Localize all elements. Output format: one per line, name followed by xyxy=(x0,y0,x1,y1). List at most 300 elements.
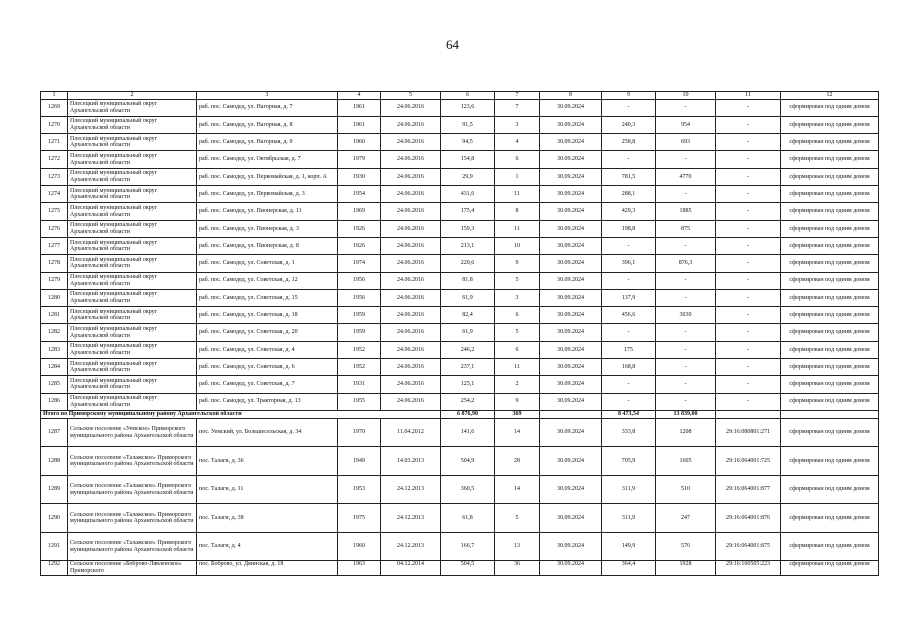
table-cell: 61,8 xyxy=(441,504,495,533)
table-cell: раб. пос. Самодед, ул. Тракторная, д. 13 xyxy=(197,393,338,410)
table-cell: раб. пос. Самодед, ул. Октябрьская, д. 7 xyxy=(197,151,338,168)
table-cell: 24.12.2013 xyxy=(381,532,441,561)
table-cell: 1970 xyxy=(338,418,381,447)
column-number-cell: 8 xyxy=(540,92,602,100)
table-cell: 6 xyxy=(495,151,540,168)
table-cell: 30.09.2024 xyxy=(540,376,602,393)
table-row xyxy=(41,186,879,203)
table-cell: сформирован под одним домом xyxy=(781,151,879,168)
table-cell: Плесецкий муниципальный округ Архангельской области xyxy=(68,186,197,203)
table-cell: 254,2 xyxy=(441,393,495,410)
table-cell: сформирован под одним домом xyxy=(781,561,879,575)
table-cell: - xyxy=(716,324,781,341)
table-cell: пос. Боброво, ул. Двинская, д. 18 xyxy=(197,561,338,575)
table-cell: 1963 xyxy=(338,561,381,575)
table-cell: 24.06.2016 xyxy=(381,289,441,306)
table-cell: - xyxy=(716,272,781,289)
table-cell: 1272 xyxy=(41,151,68,168)
table-cell: Плесецкий муниципальный округ Архангельской области xyxy=(68,393,197,410)
table-cell: 1277 xyxy=(41,237,68,254)
column-number-cell: 11 xyxy=(716,92,781,100)
table-cell: раб. пос. Самодед, ул. Советская, д. 15 xyxy=(197,289,338,306)
table-cell: 30.09.2024 xyxy=(540,532,602,561)
table-cell: раб. пос. Самодед, ул. Советская, д. 7 xyxy=(197,376,338,393)
table-cell: - xyxy=(602,99,656,116)
table-cell: 3030 xyxy=(656,307,716,324)
table-cell: 30.09.2024 xyxy=(540,99,602,116)
table-cell: 1269 xyxy=(41,99,68,116)
table-cell: раб. пос. Самодед, ул. Пионерская, д. 11 xyxy=(197,203,338,220)
table-cell: 1271 xyxy=(41,134,68,151)
table-cell: 4770 xyxy=(656,168,716,185)
table-cell: 198,8 xyxy=(602,220,656,237)
table-cell: 1287 xyxy=(41,418,68,447)
table-cell: Плесецкий муниципальный округ Архангельской области xyxy=(68,99,197,116)
table-cell: 24.06.2016 xyxy=(381,237,441,254)
table-cell: 30.09.2024 xyxy=(540,255,602,272)
table-cell: 30.09.2024 xyxy=(540,203,602,220)
housing-register-table xyxy=(40,91,879,576)
table-cell: 1975 xyxy=(338,504,381,533)
table-cell: 9 xyxy=(495,393,540,410)
table-row xyxy=(41,447,879,476)
table-cell: 24.06.2016 xyxy=(381,393,441,410)
table-cell: 29:16:100505:223 xyxy=(716,561,781,575)
table-cell: 8 xyxy=(495,203,540,220)
table-cell: 159,3 xyxy=(441,220,495,237)
table-cell: 1270 xyxy=(41,116,68,133)
table-cell: 5 xyxy=(495,272,540,289)
table-cell: 1926 xyxy=(338,237,381,254)
table-cell: 9 xyxy=(495,255,540,272)
table-cell: раб. пос. Самодед, ул. Пионерская, д. 8 xyxy=(197,237,338,254)
table-cell: сформирован под одним домом xyxy=(781,220,879,237)
table-cell: - xyxy=(716,134,781,151)
table-row xyxy=(41,418,879,447)
table-cell: 1278 xyxy=(41,255,68,272)
table-cell: - xyxy=(656,237,716,254)
table-cell: 360,5 xyxy=(441,475,495,504)
table-cell: 576 xyxy=(656,532,716,561)
table-cell: - xyxy=(656,341,716,358)
table-cell: - xyxy=(656,376,716,393)
table-cell: 1930 xyxy=(338,168,381,185)
table-cell: Плесецкий муниципальный округ Архангельской области xyxy=(68,341,197,358)
table-cell: 504,9 xyxy=(441,447,495,476)
table-cell: 311,9 xyxy=(602,475,656,504)
table-cell: 1928 xyxy=(656,561,716,575)
table-cell: Плесецкий муниципальный округ Архангельской области xyxy=(68,376,197,393)
table-row xyxy=(41,359,879,376)
table-cell: 30.09.2024 xyxy=(540,134,602,151)
table-cell: 125,1 xyxy=(441,376,495,393)
table-cell: сформирован под одним домом xyxy=(781,418,879,447)
table-cell: 510 xyxy=(656,475,716,504)
column-number-cell: 7 xyxy=(495,92,540,100)
table-cell: 24.06.2016 xyxy=(381,341,441,358)
table-cell: 3 xyxy=(495,116,540,133)
table-cell: 1926 xyxy=(338,220,381,237)
table-cell: Плесецкий муниципальный округ Архангельской области xyxy=(68,116,197,133)
table-cell: 30.09.2024 xyxy=(540,220,602,237)
table-cell: 705,9 xyxy=(602,447,656,476)
table-row xyxy=(41,255,879,272)
table-cell: 7 xyxy=(495,99,540,116)
table-cell: 11 xyxy=(495,359,540,376)
table-cell: 1291 xyxy=(41,532,68,561)
table-cell: 875 xyxy=(656,220,716,237)
table-cell: 141,6 xyxy=(441,418,495,447)
table-row xyxy=(41,272,879,289)
table-cell: 1959 xyxy=(338,307,381,324)
table-cell: Сельское поселение «Талажское» Приморского муниципального района Архангельской области xyxy=(68,504,197,533)
table-cell: 137,9 xyxy=(602,289,656,306)
table-cell: 1289 xyxy=(41,475,68,504)
table-cell: 876,3 xyxy=(656,255,716,272)
table-cell: 333,8 xyxy=(602,418,656,447)
table-cell: 24.06.2016 xyxy=(381,220,441,237)
table-cell: 30.09.2024 xyxy=(540,324,602,341)
table-cell: - xyxy=(716,289,781,306)
table-cell: раб. пос. Самодед, ул. Первомайская, д. 1, корп. А xyxy=(197,168,338,185)
table-cell: 2 xyxy=(495,376,540,393)
table-cell: 1284 xyxy=(41,359,68,376)
table-cell: Плесецкий муниципальный округ Архангельской области xyxy=(68,289,197,306)
table-cell: - xyxy=(602,376,656,393)
table-cell: сформирован под одним домом xyxy=(781,447,879,476)
table-cell: - xyxy=(716,255,781,272)
table-cell: 240,3 xyxy=(602,116,656,133)
table-row xyxy=(41,151,879,168)
table-cell: 246,2 xyxy=(441,341,495,358)
table-row xyxy=(41,220,879,237)
table-cell: 6 xyxy=(495,307,540,324)
table-row xyxy=(41,203,879,220)
table-cell: - xyxy=(716,393,781,410)
table-cell: 1279 xyxy=(41,272,68,289)
table-cell: сформирован под одним домом xyxy=(781,186,879,203)
table-row xyxy=(41,237,879,254)
table-cell: 29:16:064001:877 xyxy=(716,475,781,504)
table-cell: - xyxy=(716,186,781,203)
table-cell: Сельское поселение «Талажское» Приморского муниципального района Архангельской области xyxy=(68,447,197,476)
table-cell: 1979 xyxy=(338,151,381,168)
table-cell: раб. пос. Самодед, ул. Нагорная, д. 7 xyxy=(197,99,338,116)
table-cell: 30.09.2024 xyxy=(540,272,602,289)
table-cell: раб. пос. Самодед, ул. Советская, д. 1 xyxy=(197,255,338,272)
table-cell: - xyxy=(716,359,781,376)
table-cell: сформирован под одним домом xyxy=(781,289,879,306)
total-residents: 369 xyxy=(495,410,540,418)
table-cell: 30.09.2024 xyxy=(540,168,602,185)
table-cell: - xyxy=(716,168,781,185)
table-cell: 29:16:064001:876 xyxy=(716,504,781,533)
table-cell: раб. пос. Самодед, ул. Советская, д. 6 xyxy=(197,359,338,376)
table-cell: - xyxy=(716,307,781,324)
table-cell: Плесецкий муниципальный округ Архангельской области xyxy=(68,220,197,237)
table-cell: 91,5 xyxy=(441,116,495,133)
table-cell: 311,9 xyxy=(602,504,656,533)
column-number-cell: 1 xyxy=(41,92,68,100)
table-cell: 504,5 xyxy=(441,561,495,575)
table-cell: 1961 xyxy=(338,116,381,133)
table-cell: 1 xyxy=(495,168,540,185)
total-empty xyxy=(716,410,781,418)
column-number-cell: 6 xyxy=(441,92,495,100)
table-cell: 24.06.2016 xyxy=(381,203,441,220)
table-cell: 1959 xyxy=(338,324,381,341)
table-cell: сформирован под одним домом xyxy=(781,116,879,133)
table-cell: Плесецкий муниципальный округ Архангельской области xyxy=(68,237,197,254)
table-cell: 288,1 xyxy=(602,186,656,203)
table-cell: 1969 xyxy=(338,203,381,220)
table-cell: 1282 xyxy=(41,324,68,341)
table-cell: 258,8 xyxy=(602,134,656,151)
table-row xyxy=(41,99,879,116)
table-cell: 11 xyxy=(495,186,540,203)
table-cell: сформирован под одним домом xyxy=(781,475,879,504)
table-cell: - xyxy=(716,341,781,358)
table-cell: 456,6 xyxy=(602,307,656,324)
column-number-cell: 5 xyxy=(381,92,441,100)
table-row xyxy=(41,376,879,393)
table-cell: Плесецкий муниципальный округ Архангельской области xyxy=(68,151,197,168)
table-cell: - xyxy=(656,393,716,410)
table-cell: Сельское поселение «Талажское» Приморского муниципального района Архангельской области xyxy=(68,532,197,561)
table-cell: 30.09.2024 xyxy=(540,418,602,447)
table-cell: 1885 xyxy=(656,203,716,220)
table-cell: пос. Уемский, ул. Большесельская, д. 34 xyxy=(197,418,338,447)
table-cell: 30.09.2024 xyxy=(540,186,602,203)
table-cell: сформирован под одним домом xyxy=(781,504,879,533)
table-cell: 1276 xyxy=(41,220,68,237)
table-cell: - xyxy=(602,151,656,168)
table-cell: сформирован под одним домом xyxy=(781,237,879,254)
table-row xyxy=(41,561,879,575)
table-cell: раб. пос. Самодед, ул. Первомайская, д. 3 xyxy=(197,186,338,203)
table-cell: Сельское поселение «Боброво-Лявленское» Приморского xyxy=(68,561,197,575)
table-cell: 1931 xyxy=(338,376,381,393)
table-cell: Плесецкий муниципальный округ Архангельской области xyxy=(68,255,197,272)
table-cell: пос. Талаги, д. 11 xyxy=(197,475,338,504)
table-cell: 154,8 xyxy=(441,151,495,168)
table-cell: 24.06.2016 xyxy=(381,168,441,185)
table-cell: 1949 xyxy=(338,447,381,476)
table-cell: сформирован под одним домом xyxy=(781,168,879,185)
table-cell: 14 xyxy=(495,418,540,447)
table-cell: 11 xyxy=(495,220,540,237)
table-cell: сформирован под одним домом xyxy=(781,307,879,324)
table-cell: сформирован под одним домом xyxy=(781,203,879,220)
table-cell: 61,9 xyxy=(441,324,495,341)
table-cell: 30.09.2024 xyxy=(540,307,602,324)
table-cell: 6 xyxy=(495,341,540,358)
table-cell: - xyxy=(602,272,656,289)
table-row xyxy=(41,134,879,151)
table-cell: - xyxy=(716,116,781,133)
table-cell: Плесецкий муниципальный округ Архангельской области xyxy=(68,324,197,341)
table-cell: раб. пос. Самодед, ул. Советская, д. 12 xyxy=(197,272,338,289)
table-cell: 24.06.2016 xyxy=(381,359,441,376)
table-cell: - xyxy=(716,99,781,116)
table-cell: - xyxy=(716,203,781,220)
table-cell: 30.09.2024 xyxy=(540,359,602,376)
table-cell: 24.12.2013 xyxy=(381,504,441,533)
table-cell: 61,9 xyxy=(441,289,495,306)
table-cell: 24.06.2016 xyxy=(381,255,441,272)
table-cell: 24.06.2016 xyxy=(381,324,441,341)
table-cell: 30.09.2024 xyxy=(540,237,602,254)
table-cell: - xyxy=(656,186,716,203)
table-cell: - xyxy=(716,237,781,254)
table-cell: - xyxy=(602,324,656,341)
table-cell: 24.06.2016 xyxy=(381,99,441,116)
page-number: 64 xyxy=(446,37,459,52)
table-cell: 364,4 xyxy=(602,561,656,575)
table-cell: 1605 xyxy=(656,447,716,476)
table-cell: - xyxy=(716,220,781,237)
table-cell: - xyxy=(602,393,656,410)
table-cell: 1286 xyxy=(41,393,68,410)
table-cell: 30.09.2024 xyxy=(540,341,602,358)
table-cell: 1952 xyxy=(338,359,381,376)
table-cell: 4 xyxy=(495,134,540,151)
table-cell: - xyxy=(656,324,716,341)
table-cell: 1275 xyxy=(41,203,68,220)
total-area: 6 876,90 xyxy=(441,410,495,418)
table-cell: - xyxy=(602,237,656,254)
table-cell: Плесецкий муниципальный округ Архангельской области xyxy=(68,307,197,324)
table-cell: 123,6 xyxy=(441,99,495,116)
table-cell: 82,4 xyxy=(441,307,495,324)
table-cell: сформирован под одним домом xyxy=(781,272,879,289)
table-cell: пос. Талаги, д. 38 xyxy=(197,504,338,533)
table-cell: раб. пос. Самодед, ул. Нагорная, д. 9 xyxy=(197,134,338,151)
table-cell: 29:16:064001:875 xyxy=(716,532,781,561)
table-cell: раб. пос. Самодед, ул. Советская, д. 4 xyxy=(197,341,338,358)
table-cell: Плесецкий муниципальный округ Архангельской области xyxy=(68,359,197,376)
table-cell: 1283 xyxy=(41,341,68,358)
table-row xyxy=(41,324,879,341)
table-cell: сформирован под одним домом xyxy=(781,532,879,561)
table-cell: 5 xyxy=(495,324,540,341)
table-cell: сформирован под одним домом xyxy=(781,99,879,116)
table-row xyxy=(41,504,879,533)
table-cell: 24.06.2016 xyxy=(381,272,441,289)
table-cell: 1274 xyxy=(41,186,68,203)
table-cell: Плесецкий муниципальный округ Архангельской области xyxy=(68,168,197,185)
table-cell: сформирован под одним домом xyxy=(781,376,879,393)
table-cell: 1285 xyxy=(41,376,68,393)
table-cell: - xyxy=(656,289,716,306)
table-cell: 1273 xyxy=(41,168,68,185)
table-cell: пос. Талаги, д. 4 xyxy=(197,532,338,561)
column-number-cell: 12 xyxy=(781,92,879,100)
table-cell: 14 xyxy=(495,475,540,504)
table-cell: 1954 xyxy=(338,186,381,203)
table-cell: 429,3 xyxy=(602,203,656,220)
table-cell: 30.09.2024 xyxy=(540,116,602,133)
table-cell: сформирован под одним домом xyxy=(781,324,879,341)
table-cell: 1953 xyxy=(338,475,381,504)
table-cell: 29:16:080801:271 xyxy=(716,418,781,447)
total-col10: 13 839,00 xyxy=(656,410,716,418)
table-cell: 24.06.2016 xyxy=(381,116,441,133)
table-cell: 24.06.2016 xyxy=(381,186,441,203)
column-number-cell: 3 xyxy=(197,92,338,100)
table-cell: 24.06.2016 xyxy=(381,376,441,393)
table-cell: Сельское поселение «Талажское» Приморского муниципального района Архангельской области xyxy=(68,475,197,504)
table-cell: - xyxy=(656,99,716,116)
table-cell: 1974 xyxy=(338,255,381,272)
table-cell: сформирован под одним домом xyxy=(781,359,879,376)
table-cell: 1280 xyxy=(41,289,68,306)
table-cell: сформирован под одним домом xyxy=(781,134,879,151)
table-cell: 168,8 xyxy=(602,359,656,376)
table-cell: 5 xyxy=(495,504,540,533)
table-cell: 30.09.2024 xyxy=(540,289,602,306)
table-cell: 1952 xyxy=(338,341,381,358)
table-cell: 1290 xyxy=(41,504,68,533)
table-cell: 14.03.2013 xyxy=(381,447,441,476)
table-cell: 237,1 xyxy=(441,359,495,376)
table-row xyxy=(41,168,879,185)
table-cell: раб. пос. Самодед, ул. Нагорная, д. 8 xyxy=(197,116,338,133)
table-cell: 11.04.2012 xyxy=(381,418,441,447)
table-cell: 396,1 xyxy=(602,255,656,272)
table-cell: 149,9 xyxy=(602,532,656,561)
table-cell: - xyxy=(716,151,781,168)
total-empty xyxy=(540,410,602,418)
table-cell: 1961 xyxy=(338,99,381,116)
table-cell: пос. Талаги, д. 36 xyxy=(197,447,338,476)
table-cell: 28 xyxy=(495,447,540,476)
table-cell: 431,6 xyxy=(441,186,495,203)
table-cell: 24.06.2016 xyxy=(381,134,441,151)
table-cell: 81,8 xyxy=(441,272,495,289)
table-cell: 30.09.2024 xyxy=(540,151,602,168)
table-cell: 781,5 xyxy=(602,168,656,185)
table-cell: сформирован под одним домом xyxy=(781,255,879,272)
table-cell: 36 xyxy=(495,561,540,575)
table-cell: Плесецкий муниципальный округ Архангельской области xyxy=(68,203,197,220)
table-row xyxy=(41,116,879,133)
table-cell: 1281 xyxy=(41,307,68,324)
table-row xyxy=(41,475,879,504)
table-cell: - xyxy=(716,376,781,393)
table-cell: 04.12.2014 xyxy=(381,561,441,575)
table-row xyxy=(41,532,879,561)
table-cell: - xyxy=(656,359,716,376)
total-label: Итого по Приморскому муниципальному району Архангельской области xyxy=(41,410,441,418)
table-cell: 1956 xyxy=(338,289,381,306)
column-number-row xyxy=(41,92,879,100)
table-row xyxy=(41,393,879,410)
table-cell: 30.09.2024 xyxy=(540,504,602,533)
table-cell: 1955 xyxy=(338,393,381,410)
table-row xyxy=(41,307,879,324)
table-cell: 693 xyxy=(656,134,716,151)
table-cell: раб. пос. Самодед, ул. Пионерская, д. 3 xyxy=(197,220,338,237)
table-cell: сформирован под одним домом xyxy=(781,341,879,358)
column-number-cell: 9 xyxy=(602,92,656,100)
column-number-cell: 2 xyxy=(68,92,197,100)
table-cell: Плесецкий муниципальный округ Архангельской области xyxy=(68,272,197,289)
table-cell: 29:16:064001:725 xyxy=(716,447,781,476)
table-cell: 24.12.2013 xyxy=(381,475,441,504)
table-cell: 175 xyxy=(602,341,656,358)
table-cell: - xyxy=(656,272,716,289)
